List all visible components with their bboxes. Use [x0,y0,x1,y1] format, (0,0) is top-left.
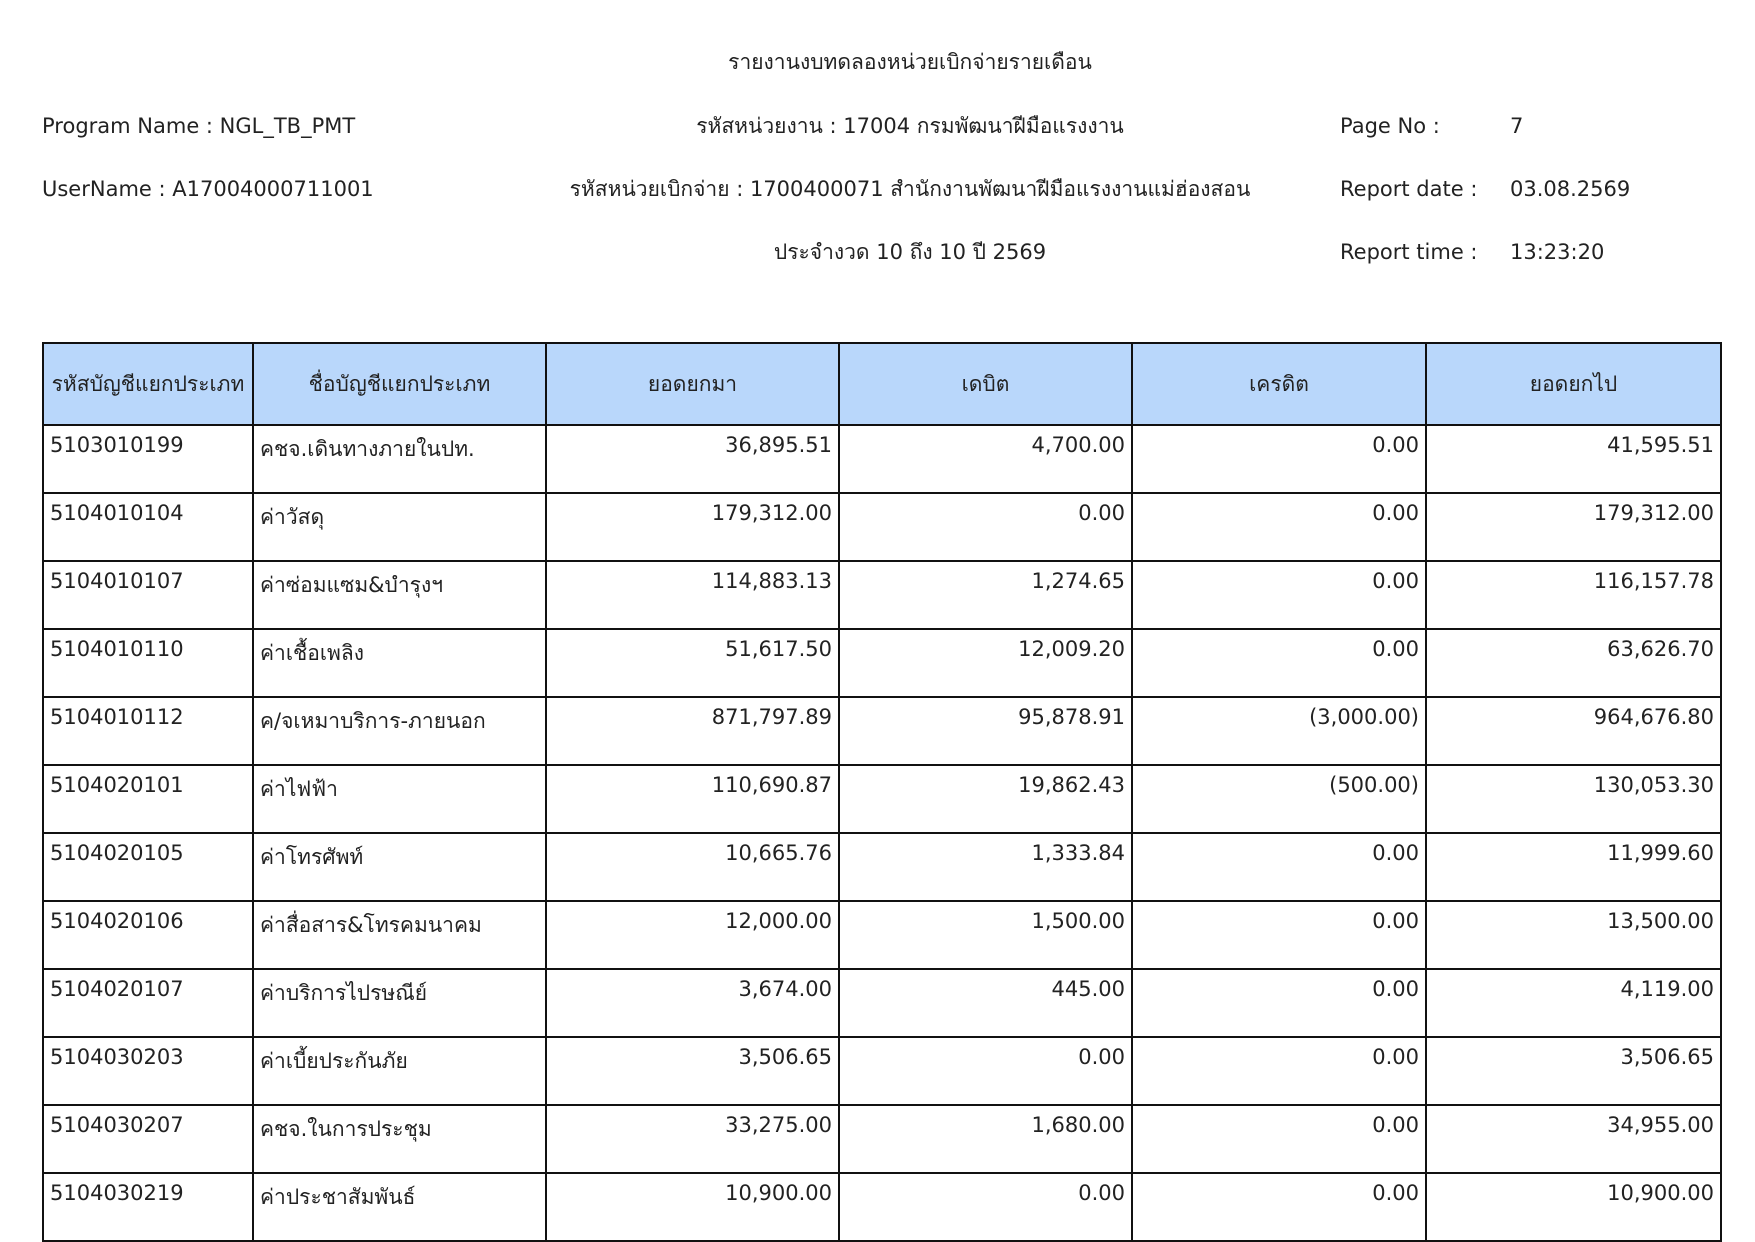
cell-credit: 0.00 [1132,1105,1426,1173]
cell-balance-carried-forward: 3,506.65 [1426,1037,1721,1105]
cell-account-code: 5104020101 [43,765,253,833]
cell-debit: 445.00 [839,969,1132,1037]
cell-account-code: 5104010104 [43,493,253,561]
table-body [43,425,1721,1241]
cell-debit: 0.00 [839,1037,1132,1105]
cell-credit: 0.00 [1132,1173,1426,1241]
cell-debit: 4,700.00 [839,425,1132,493]
cell-balance-brought-forward: 871,797.89 [546,697,839,765]
report-title: รายงานงบทดลองหน่วยเบิกจ่ายรายเดือน [728,50,1092,74]
table-row [43,629,1721,697]
disbursing-unit: รหัสหน่วยเบิกจ่าย : 1700400071 สำนักงานพัฒนาฝีมือแรงงานแม่ฮ่องสอน [569,177,1251,201]
column-header-credit: เครดิต [1132,343,1426,425]
cell-credit: 0.00 [1132,425,1426,493]
table-row [43,1105,1721,1173]
cell-account-name: ค่าวัสดุ [253,493,546,561]
report-date-label: Report date : [1340,177,1478,201]
cell-account-name: ค่าเชื้อเพลิง [253,629,546,697]
username: UserName : A17004000711001 [42,177,374,201]
trial-balance-table [42,342,1722,1242]
cell-balance-brought-forward: 179,312.00 [546,493,839,561]
cell-balance-carried-forward: 41,595.51 [1426,425,1721,493]
cell-balance-carried-forward: 13,500.00 [1426,901,1721,969]
agency-code: รหัสหน่วยงาน : 17004 กรมพัฒนาฝีมือแรงงาน [696,114,1124,138]
column-header-balance-brought-forward: ยอดยกมา [546,343,839,425]
cell-balance-brought-forward: 36,895.51 [546,425,839,493]
table-row [43,901,1721,969]
cell-debit: 0.00 [839,493,1132,561]
table-row [43,493,1721,561]
page-no-label: Page No : [1340,114,1440,138]
cell-credit: 0.00 [1132,561,1426,629]
cell-credit: (3,000.00) [1132,697,1426,765]
cell-account-code: 5104020106 [43,901,253,969]
cell-account-name: ค่าสื่อสาร&โทรคมนาคม [253,901,546,969]
report-period: ประจำงวด 10 ถึง 10 ปี 2569 [773,240,1047,264]
cell-credit: 0.00 [1132,901,1426,969]
cell-account-code: 5104020107 [43,969,253,1037]
cell-account-code: 5103010199 [43,425,253,493]
cell-account-name: ค่าประชาสัมพันธ์ [253,1173,546,1241]
cell-account-code: 5104030207 [43,1105,253,1173]
cell-balance-brought-forward: 110,690.87 [546,765,839,833]
cell-balance-carried-forward: 964,676.80 [1426,697,1721,765]
page-no-value: 7 [1510,114,1524,138]
cell-credit: 0.00 [1132,833,1426,901]
cell-account-code: 5104010107 [43,561,253,629]
cell-account-code: 5104030203 [43,1037,253,1105]
cell-balance-carried-forward: 130,053.30 [1426,765,1721,833]
cell-balance-brought-forward: 114,883.13 [546,561,839,629]
cell-debit: 95,878.91 [839,697,1132,765]
cell-account-code: 5104010112 [43,697,253,765]
cell-account-name: ค่าโทรศัพท์ [253,833,546,901]
cell-balance-brought-forward: 51,617.50 [546,629,839,697]
cell-balance-carried-forward: 63,626.70 [1426,629,1721,697]
cell-credit: (500.00) [1132,765,1426,833]
cell-debit: 0.00 [839,1173,1132,1241]
cell-credit: 0.00 [1132,1037,1426,1105]
cell-account-name: ค่าไฟฟ้า [253,765,546,833]
cell-debit: 1,680.00 [839,1105,1132,1173]
table-row [43,697,1721,765]
table-row [43,765,1721,833]
column-header-account-name: ชื่อบัญชีแยกประเภท [253,343,546,425]
cell-balance-carried-forward: 11,999.60 [1426,833,1721,901]
cell-balance-carried-forward: 4,119.00 [1426,969,1721,1037]
column-header-balance-carried-forward: ยอดยกไป [1426,343,1721,425]
program-name: Program Name : NGL_TB_PMT [42,114,356,138]
cell-credit: 0.00 [1132,969,1426,1037]
cell-credit: 0.00 [1132,493,1426,561]
cell-account-name: ค/จเหมาบริการ-ภายนอก [253,697,546,765]
cell-balance-carried-forward: 116,157.78 [1426,561,1721,629]
table-row [43,561,1721,629]
table-row [43,969,1721,1037]
report-time-value: 13:23:20 [1510,240,1605,264]
cell-debit: 1,274.65 [839,561,1132,629]
table-row [43,425,1721,493]
cell-debit: 12,009.20 [839,629,1132,697]
cell-balance-brought-forward: 3,674.00 [546,969,839,1037]
cell-credit: 0.00 [1132,629,1426,697]
cell-account-name: คชจ.เดินทางภายในปท. [253,425,546,493]
cell-account-name: ค่าซ่อมแซม&บำรุงฯ [253,561,546,629]
cell-account-code: 5104020105 [43,833,253,901]
table-row [43,1037,1721,1105]
cell-debit: 1,500.00 [839,901,1132,969]
cell-debit: 19,862.43 [839,765,1132,833]
table-row [43,1173,1721,1241]
cell-account-name: ค่าบริการไปรษณีย์ [253,969,546,1037]
cell-balance-brought-forward: 10,900.00 [546,1173,839,1241]
cell-debit: 1,333.84 [839,833,1132,901]
table-row [43,833,1721,901]
cell-balance-brought-forward: 10,665.76 [546,833,839,901]
column-header-account-code: รหัสบัญชีแยกประเภท [43,343,253,425]
column-header-debit: เดบิต [839,343,1132,425]
cell-account-name: คชจ.ในการประชุม [253,1105,546,1173]
cell-balance-brought-forward: 3,506.65 [546,1037,839,1105]
cell-account-name: ค่าเบี้ยประกันภัย [253,1037,546,1105]
cell-balance-brought-forward: 33,275.00 [546,1105,839,1173]
cell-balance-brought-forward: 12,000.00 [546,901,839,969]
cell-balance-carried-forward: 34,955.00 [1426,1105,1721,1173]
report-time-label: Report time : [1340,240,1478,264]
cell-balance-carried-forward: 10,900.00 [1426,1173,1721,1241]
cell-account-code: 5104030219 [43,1173,253,1241]
table-header-row [43,343,1721,425]
report-date-value: 03.08.2569 [1510,177,1631,201]
cell-balance-carried-forward: 179,312.00 [1426,493,1721,561]
cell-account-code: 5104010110 [43,629,253,697]
